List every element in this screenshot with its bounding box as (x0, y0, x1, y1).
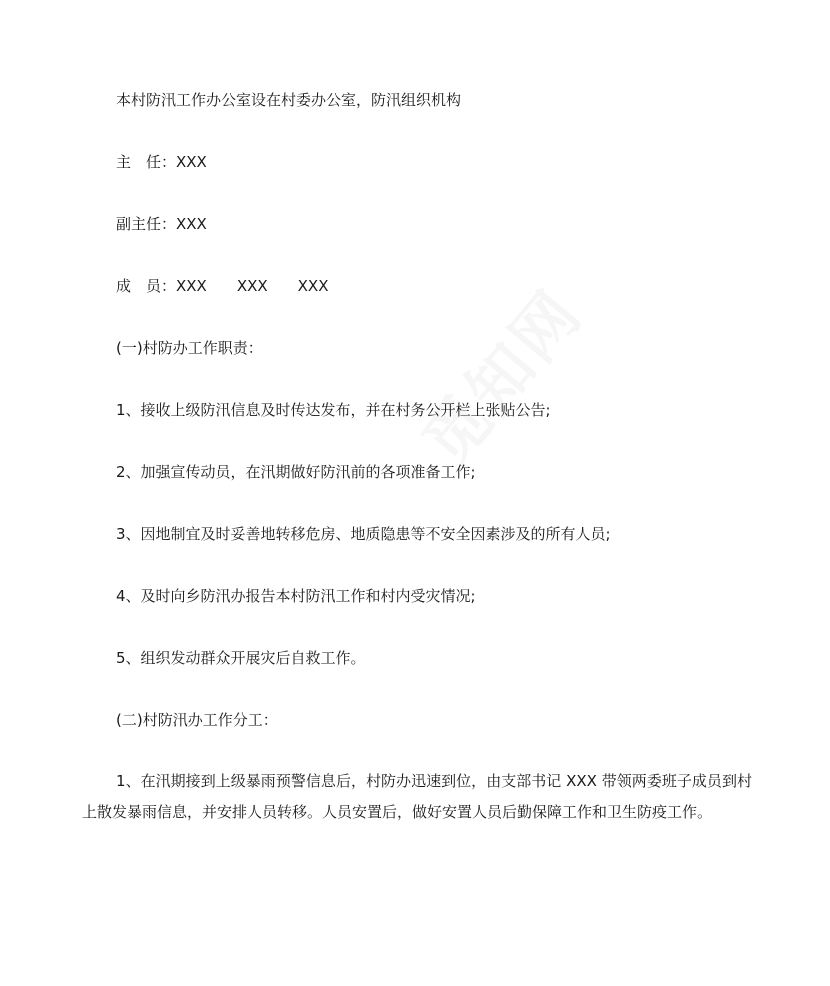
duty-item-5: 5、组织发动群众开展灾后自救工作。 (116, 649, 366, 667)
members-line: 成 员：XXX XXX XXX (116, 277, 329, 295)
section-heading-duties: (一)村防办工作职责： (116, 339, 263, 357)
division-paragraph-1: 1、在汛期接到上级暴雨预警信息后，村防办迅速到位，由支部书记 XXX 带领两委班子成员到村上散发暴雨信息，并安排人员转移。人员安置后，做好安置人员后勤保障工作和卫生防疫工作。 (82, 772, 752, 821)
duty-item-3: 3、因地制宜及时妥善地转移危房、地质隐患等不安全因素涉及的所有人员; (116, 525, 611, 543)
intro-line: 本村防汛工作办公室设在村委办公室，防汛组织机构 (116, 91, 462, 109)
duty-item-2: 2、加强宣传动员，在汛期做好防汛前的各项准备工作; (116, 463, 476, 481)
watermark-logo (398, 254, 662, 525)
deputy-director-line: 副主任：XXX (116, 215, 207, 233)
duty-item-4: 4、及时向乡防汛办报告本村防汛工作和村内受灾情况; (116, 587, 476, 605)
director-line: 主 任：XXX (116, 153, 207, 171)
duty-item-1: 1、接收上级防汛信息及时传达发布，并在村务公开栏上张贴公告; (116, 401, 551, 419)
section-heading-division: (二)村防汛办工作分工： (116, 711, 278, 729)
